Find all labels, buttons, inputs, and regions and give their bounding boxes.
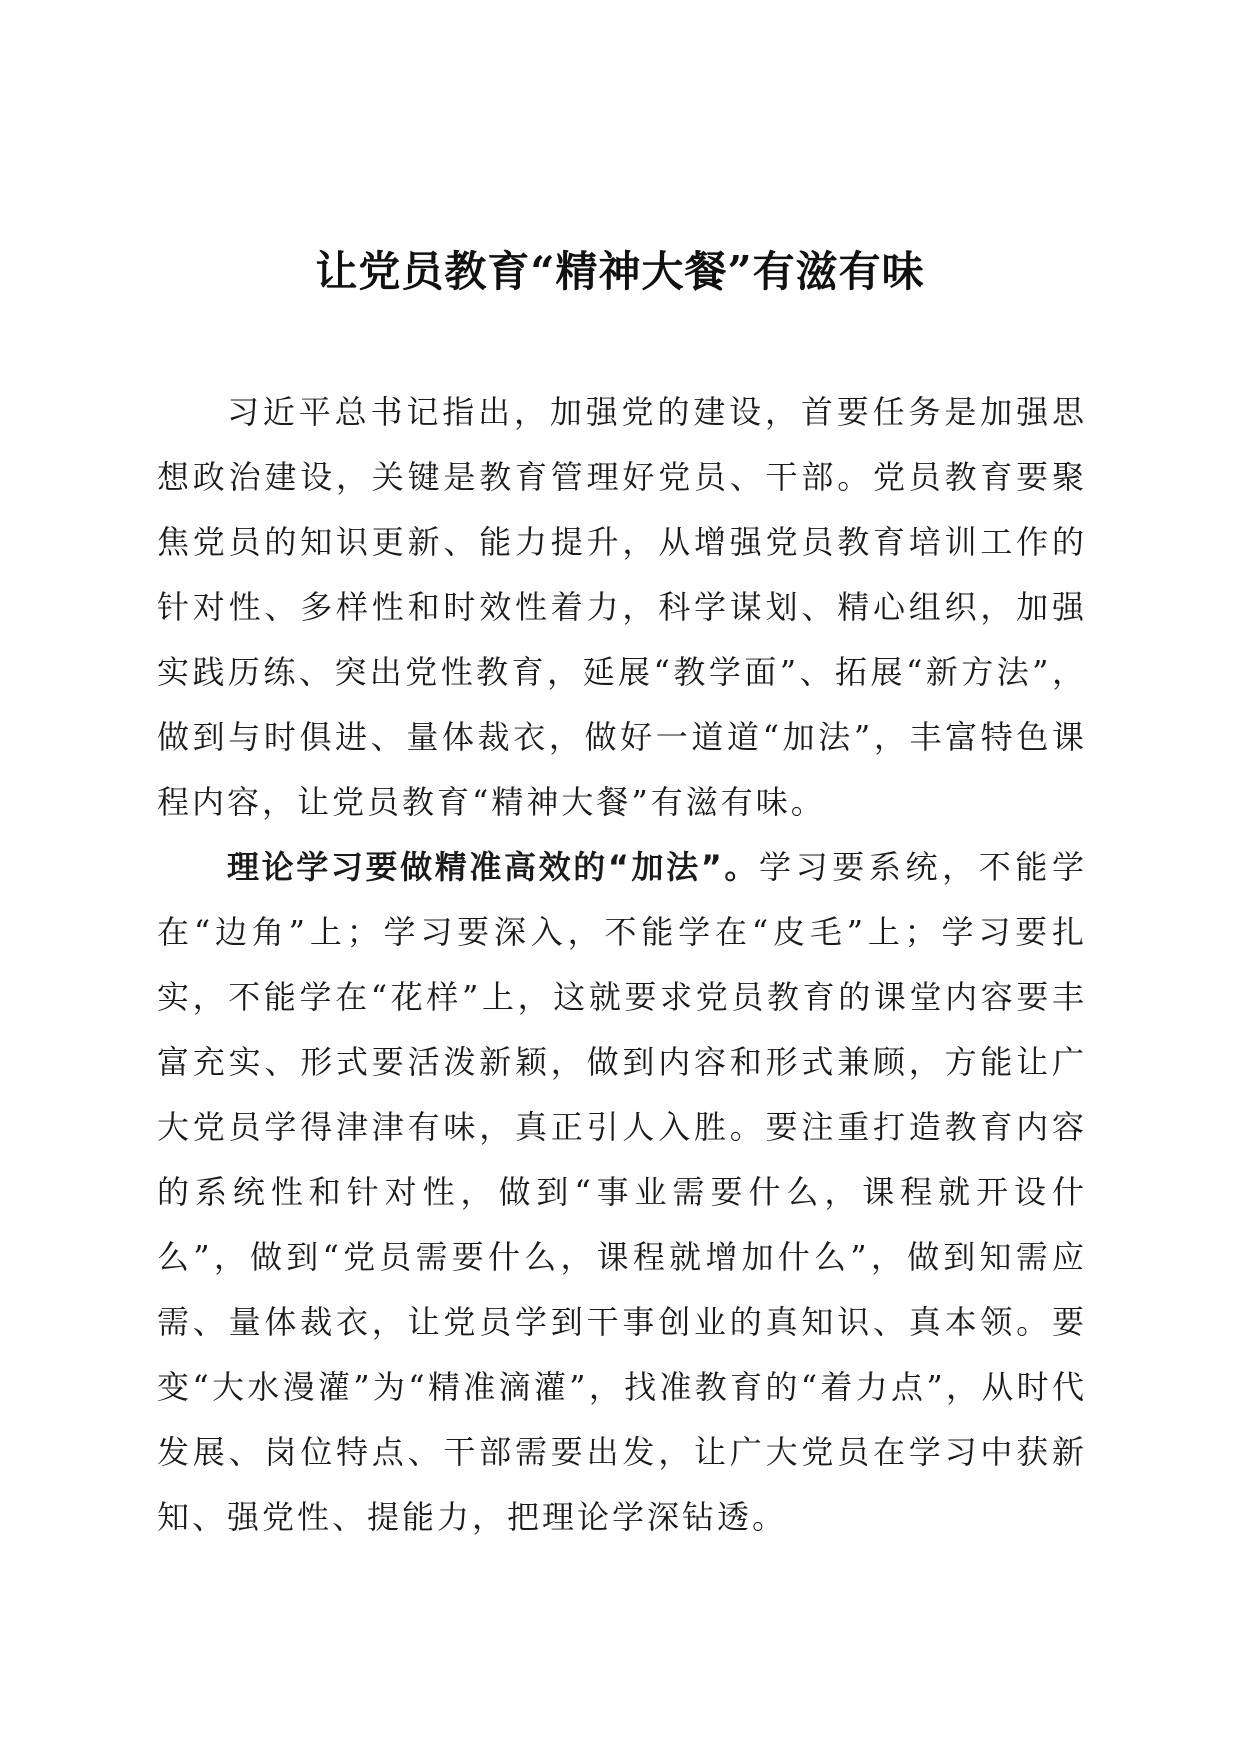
document-title: 让党员教育“精神大餐”有滋有味 [315, 247, 925, 296]
paragraph-intro [157, 380, 1087, 835]
paragraph-text: 学习要系统，不能学在“边角”上；学习要深入，不能学在“皮毛”上；学习要扎实，不能学在“花样”上，这就要求党员教育的课堂内容要丰富充实、形式要活泼新颖，做到内容和形式兼顾，方能让广大党员学得津津有味，真正引人入胜。要注重打造教育内容的系统性和针对性，做到“事业需要什么，课程就开设什么”，做到“党员需要什么，课程就增加什么”，做到知需应需、量体裁衣，让党员学到干事创业的真知识、真本领。要变“大水漫灌”为“精准滴灌”，找准教育的“着力点”，从时代发展、岗位特点、干部需要出发，让广大党员在学习中获新知、强党性、提能力，把理论学深钻透。 [157, 848, 1087, 1536]
document-body [157, 380, 1087, 1550]
paragraph-theory-study [157, 835, 1087, 1550]
paragraph-lead-heading: 理论学习要做精准高效的“加法”。 [227, 848, 760, 886]
paragraph-text: 习近平总书记指出，加强党的建设，首要任务是加强思想政治建设，关键是教育管理好党员、干部。党员教育要聚焦党员的知识更新、能力提升，从增强党员教育培训工作的针对性、多样性和时效性着力，科学谋划、精心组织，加强实践历练、突出党性教育，延展“教学面”、拓展“新方法”，做到与时俱进、量体裁衣，做好一道道“加法”，丰富特色课程内容，让党员教育“精神大餐”有滋有味。 [157, 393, 1087, 821]
